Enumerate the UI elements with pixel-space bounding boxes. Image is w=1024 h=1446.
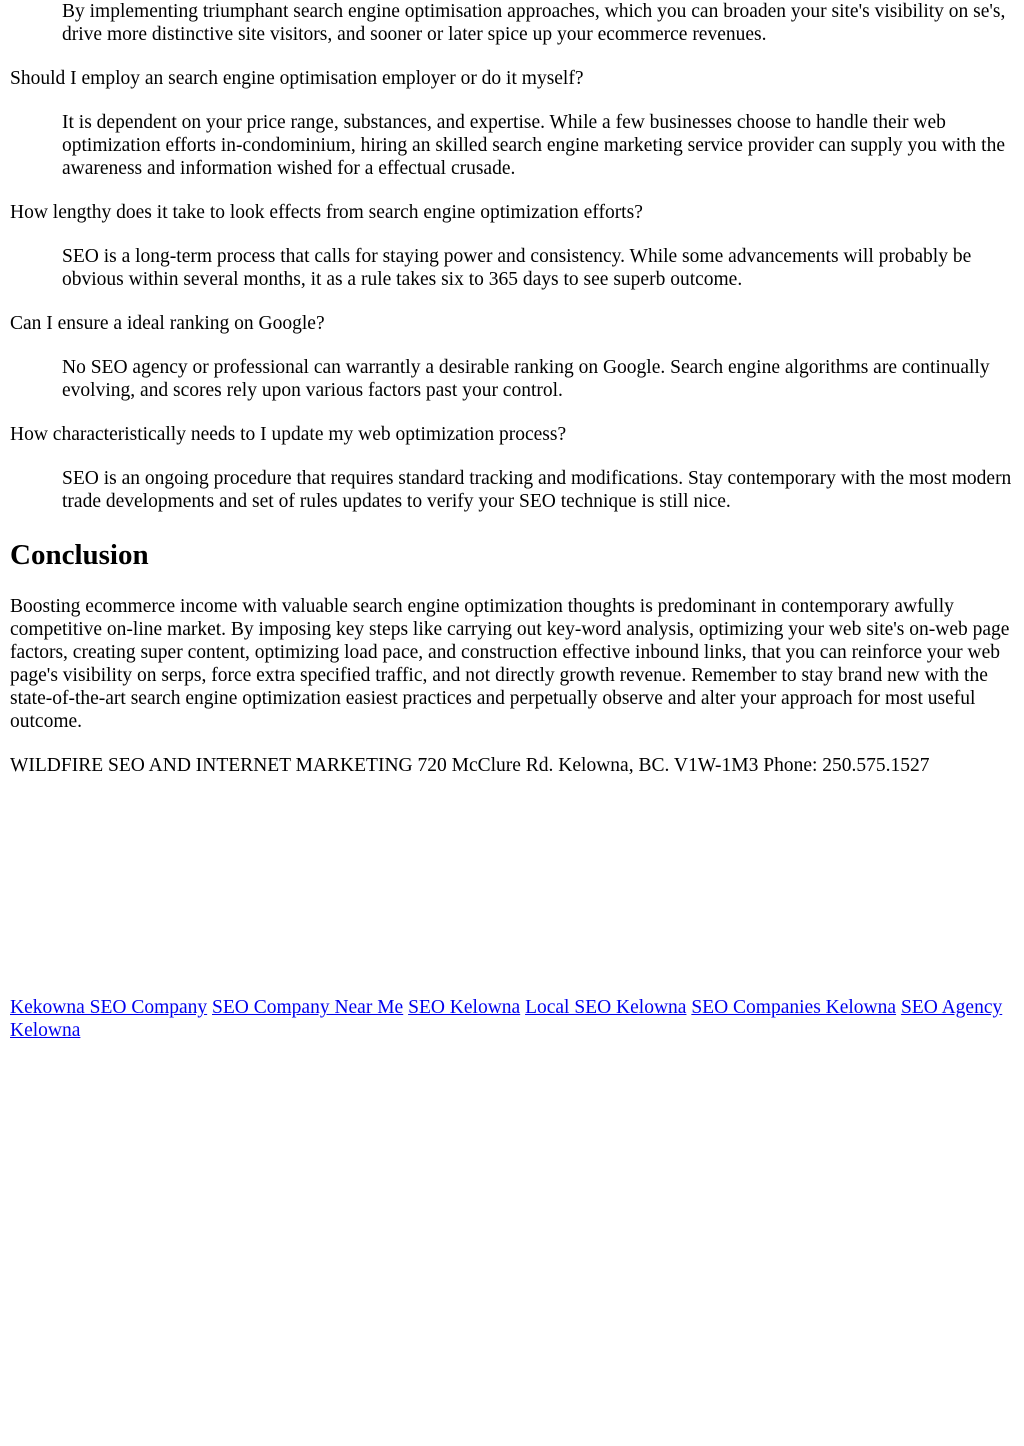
- faq-question-5: How characteristically needs to I update my web optimization process?: [10, 424, 567, 445]
- link-seo-company-near-me[interactable]: SEO Company Near Me: [212, 997, 404, 1018]
- faq-answer-5: SEO is an ongoing procedure that requires standard tracking and modifications. Stay contemporary with the most modern trade developments and set of rules updates to verify your SEO technique is still nice.: [62, 468, 1012, 512]
- footer-links: [10, 996, 1014, 1042]
- conclusion-heading: Conclusion: [10, 539, 149, 571]
- faq-answer-3: SEO is a long-term process that calls for staying power and consistency. While some advancements will probably be obvious within several months, it as a rule takes six to 365 days to see superb outcome.: [62, 246, 972, 290]
- faq-question-4: Can I ensure a ideal ranking on Google?: [10, 313, 325, 334]
- link-local-seo-kelowna[interactable]: Local SEO Kelowna: [525, 997, 687, 1018]
- business-address: WILDFIRE SEO AND INTERNET MARKETING 720 McClure Rd. Kelowna, BC. V1W-1M3 Phone: 250.575.1527: [10, 755, 930, 776]
- link-kekowna-seo-company[interactable]: Kekowna SEO Company: [10, 997, 208, 1018]
- article-body: [10, 0, 1014, 777]
- faq-question-2: Should I employ an search engine optimisation employer or do it myself?: [10, 68, 584, 89]
- link-seo-companies-kelowna[interactable]: SEO Companies Kelowna: [691, 997, 897, 1018]
- conclusion-paragraph: Boosting ecommerce income with valuable search engine optimization thoughts is predominant in contemporary awfully competitive on-line market. By imposing key steps like carrying out key-word analysis, optimizing your web site's on-web page factors, creating super content, optimizing load pace, and construction effective inbound links, that you can reinforce your web page's visibility on serps, force extra specified traffic, and not directly growth revenue. Remember to stay brand new with the state-of-the-art search engine optimization easiest practices and perpetually observe and alter your approach for most useful outcome.: [10, 596, 1010, 732]
- link-seo-kelowna[interactable]: SEO Kelowna: [408, 997, 521, 1018]
- faq-answer-1: By implementing triumphant search engine optimisation approaches, which you can broaden your site's visibility on se's, drive more distinctive site visitors, and sooner or later spice up your ecommerce revenues.: [62, 1, 1006, 45]
- link-seo-agency-kelowna[interactable]: SEO Agency Kelowna: [10, 997, 1003, 1041]
- faq-answer-2: It is dependent on your price range, substances, and expertise. While a few businesses choose to handle their web optimization efforts in-condominium, hiring an skilled search engine marketing service provider can supply you with the awareness and information wished for a effectual crusade.: [62, 112, 1005, 179]
- faq-answer-4: No SEO agency or professional can warrantly a desirable ranking on Google. Search engine algorithms are continually evolving, and scores rely upon various factors past your control.: [62, 357, 990, 401]
- faq-question-3: How lengthy does it take to look effects from search engine optimization efforts?: [10, 202, 643, 223]
